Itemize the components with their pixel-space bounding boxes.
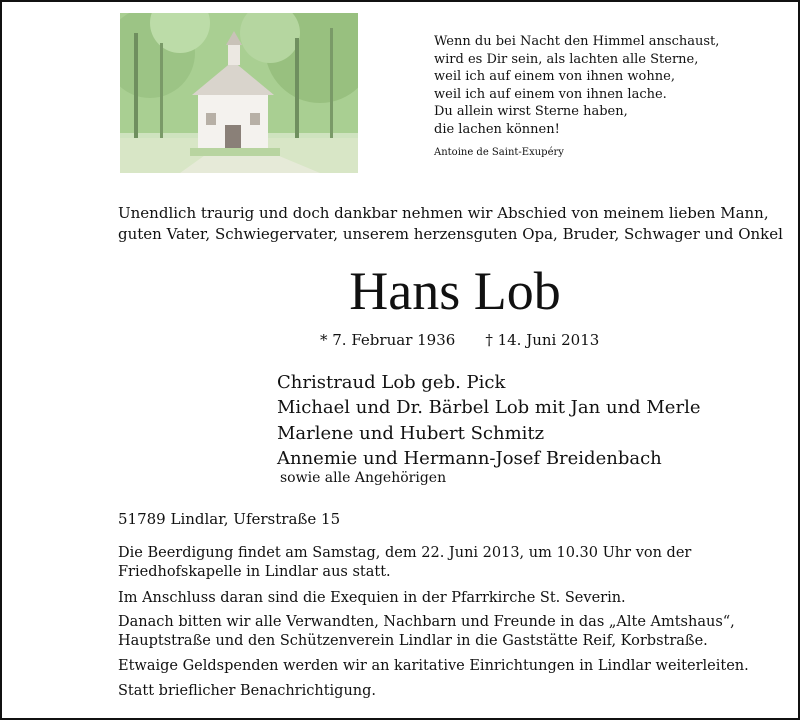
address: 51789 Lindlar, Uferstraße 15 bbox=[118, 510, 341, 528]
paragraph-line: Die Beerdigung findet am Samstag, dem 22. Juni 2013, um 10.30 Uhr von der bbox=[118, 545, 692, 561]
birth-date: * 7. Februar 1936 bbox=[320, 331, 456, 349]
mourner-line: Annemie und Hermann-Josef Breidenbach bbox=[277, 447, 662, 469]
mourner-line: Christraud Lob geb. Pick bbox=[277, 372, 506, 393]
paragraph-line: Etwaige Geldspenden werden wir an karitative Einrichtungen in Lindlar weiterleiten. bbox=[118, 658, 749, 674]
funeral-paragraph bbox=[118, 544, 691, 582]
death-date: † 14. Juni 2013 bbox=[485, 331, 600, 349]
paragraph-line: Im Anschluss daran sind die Exequien in der Pfarrkirche St. Severin. bbox=[118, 590, 626, 606]
paragraph-line: Hauptstraße und den Schützenverein Lindlar in die Gaststätte Reif, Korbstraße. bbox=[118, 633, 708, 649]
poem bbox=[434, 33, 719, 139]
poem-line: weil ich auf einem von ihnen wohne, bbox=[434, 69, 675, 85]
poem-line: Wenn du bei Nacht den Himmel anschaust, bbox=[434, 34, 720, 49]
exequies-paragraph bbox=[118, 589, 626, 608]
invitation-paragraph bbox=[118, 613, 735, 651]
paragraph-line: Statt brieflicher Benachrichtigung. bbox=[118, 683, 377, 699]
notice-paragraph bbox=[118, 682, 376, 701]
poem-line: wird es Dir sein, als lachten alle Sterne, bbox=[434, 51, 699, 67]
deceased-name: Hans Lob bbox=[349, 261, 561, 321]
intro-line: guten Vater, Schwiegervater, unserem herzensguten Opa, Bruder, Schwager und Onkel bbox=[118, 225, 783, 243]
donations-paragraph bbox=[118, 657, 749, 676]
other-relatives: sowie alle Angehörigen bbox=[280, 470, 447, 486]
life-dates bbox=[320, 331, 629, 349]
intro-line: Unendlich traurig und doch dankbar nehmen wir Abschied von meinem lieben Mann, bbox=[118, 204, 769, 222]
poem-line: die lachen können! bbox=[434, 121, 560, 137]
mourners-list bbox=[277, 370, 700, 471]
paragraph-line: Friedhofskapelle in Lindlar aus statt. bbox=[118, 564, 391, 580]
mourner-line: Michael und Dr. Bärbel Lob mit Jan und Merle bbox=[277, 397, 701, 419]
chapel-photo bbox=[120, 13, 358, 173]
poem-line: Du allein wirst Sterne haben, bbox=[434, 104, 628, 120]
chapel-image bbox=[120, 13, 358, 173]
poem-author: Antoine de Saint-Exupéry bbox=[434, 147, 564, 158]
intro-text bbox=[118, 203, 783, 245]
paragraph-line: Danach bitten wir alle Verwandten, Nachbarn und Freunde in das „Alte Amtshaus“, bbox=[118, 614, 735, 630]
poem-line: weil ich auf einem von ihnen lache. bbox=[434, 86, 667, 102]
mourner-line: Marlene und Hubert Schmitz bbox=[277, 422, 545, 444]
